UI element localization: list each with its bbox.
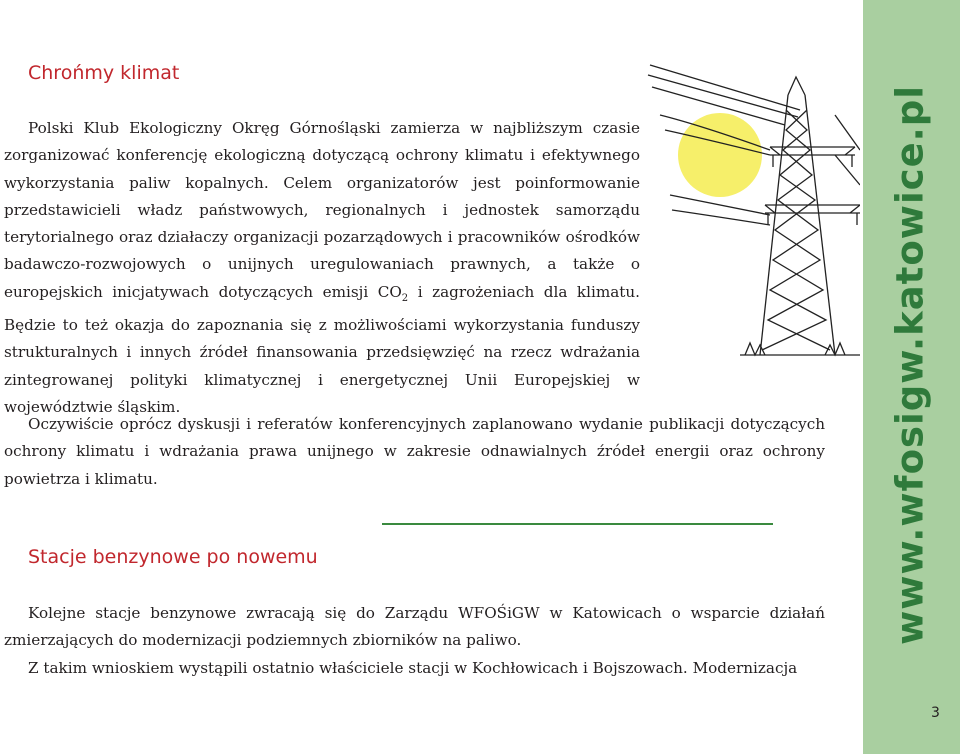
paragraph-climate-1-text: Polski Klub Ekologiczny Okręg Górnośląski zamierza w najbliższym czasie zorganizować konferencję ekologiczną dotyczącą ochrony klimatu i efektywnego wykorzystania paliw kopalnych. Celem organizatorów jest poinformowanie przedstawicieli władz państwowych, regionalnych i jednostek samorządu terytorialnego oraz działaczy organizacji pozarządowych i pracowników ośrodków badawczo-rozwojowych o unijnych uregulowaniach prawnych, a także o europejskich inicjatywach dotyczących emisji CO [4,119,640,301]
paragraph-climate-2 [4,411,825,493]
section-divider [382,523,773,525]
paragraph-climate-1-text-cont: i zagrożeniach dla klimatu. Będzie to też okazja do zapoznania się z możliwościami wykorzystania funduszy strukturalnych i innych źródeł finansowania przedsięwzięć na rzecz wdrażania zintegrowanej polityki klimatycznej i energetycznej Unii Europejskiej w województwie śląskim. [4,282,641,416]
paragraph-climate-1 [4,115,640,421]
paragraph-petrol-2-text: Z takim wnioskiem wystąpili ostatnio właściciele stacji w Kochłowicach i Bojszowach. Modernizacja [28,658,798,677]
page-number: 3 [931,705,940,721]
co2-subscript: 2 [401,292,409,304]
section-title-petrol-stations: Stacje benzynowe po nowemu [28,546,318,568]
sun-icon [678,113,762,197]
paragraph-petrol-1-text: Kolejne stacje benzynowe zwracają się do Zarządu WFOŚiGW w Katowicach o wsparcie działań zmierzających do modernizacji podziemnych zbiorników na paliwo. [4,604,825,650]
paragraph-climate-2-text: Oczywiście oprócz dyskusji i referatów konferencyjnych zaplanowano wydanie publikacji dotyczących ochrony klimatu i wdrażania prawa unijnego w zakresie odnawialnych źródeł energii oraz ochrony powietrza i klimatu. [4,415,825,488]
power-pylon-illustration [620,55,860,375]
section-title-climate: Chrońmy klimat [28,62,180,84]
paragraph-petrol-stations [4,600,825,682]
sidebar-url: www.wfosigw.katowice.pl [888,85,932,645]
